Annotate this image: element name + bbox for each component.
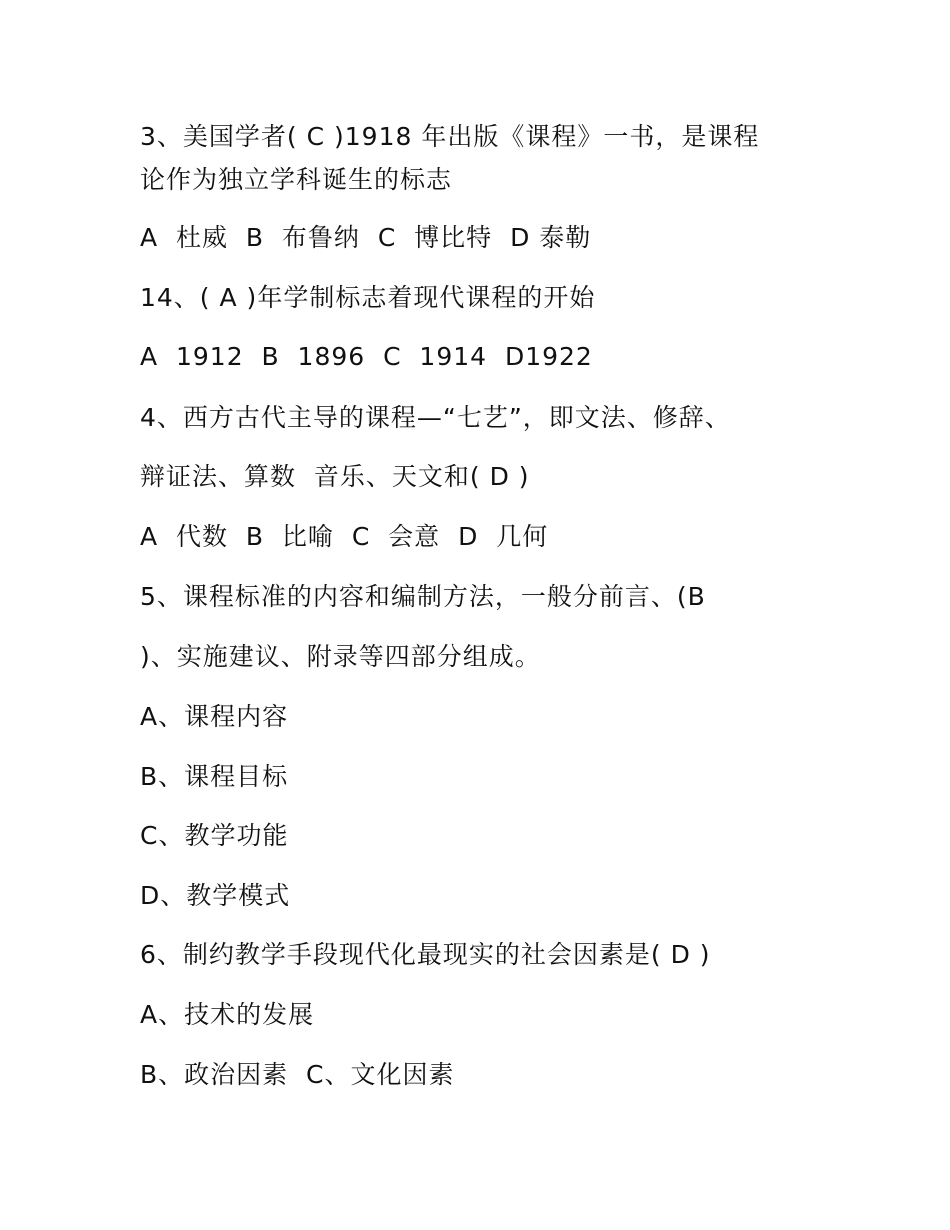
question-6-option-a: A、技术的发展 xyxy=(140,1000,315,1029)
question-4-options: A 代数 B 比喻 C 会意 D 几何 xyxy=(140,522,549,551)
question-4-text-line-2: 辩证法、算数 音乐、天文和( D ) xyxy=(140,462,530,491)
question-14-options: A 1912 B 1896 C 1914 D1922 xyxy=(140,342,593,371)
question-5-option-a: A、课程内容 xyxy=(140,702,289,731)
question-6-options-b-c: B、政治因素 C、文化因素 xyxy=(140,1060,455,1089)
question-3-options: A 杜威 B 布鲁纳 C 博比特 D 泰勒 xyxy=(140,223,592,252)
question-5-text-line-2: )、实施建议、附录等四部分组成。 xyxy=(140,642,541,671)
question-5-option-d: D、教学模式 xyxy=(140,881,291,910)
question-5-option-c: C、教学功能 xyxy=(140,821,289,850)
question-3-text-line-2: 论作为独立学科诞生的标志 xyxy=(140,165,453,194)
question-5-option-b: B、课程目标 xyxy=(140,762,289,791)
question-5-text-line-1: 5、课程标准的内容和编制方法，一般分前言、(B xyxy=(140,582,706,611)
question-14-text: 14、( A )年学制标志着现代课程的开始 xyxy=(140,283,596,312)
question-3-text-line-1: 3、美国学者( C )1918 年出版《课程》一书，是课程 xyxy=(140,122,760,151)
question-4-text-line-1: 4、西方古代主导的课程—“七艺”，即文法、修辞、 xyxy=(140,403,731,432)
question-6-text: 6、制约教学手段现代化最现实的社会因素是( D ) xyxy=(140,940,711,969)
